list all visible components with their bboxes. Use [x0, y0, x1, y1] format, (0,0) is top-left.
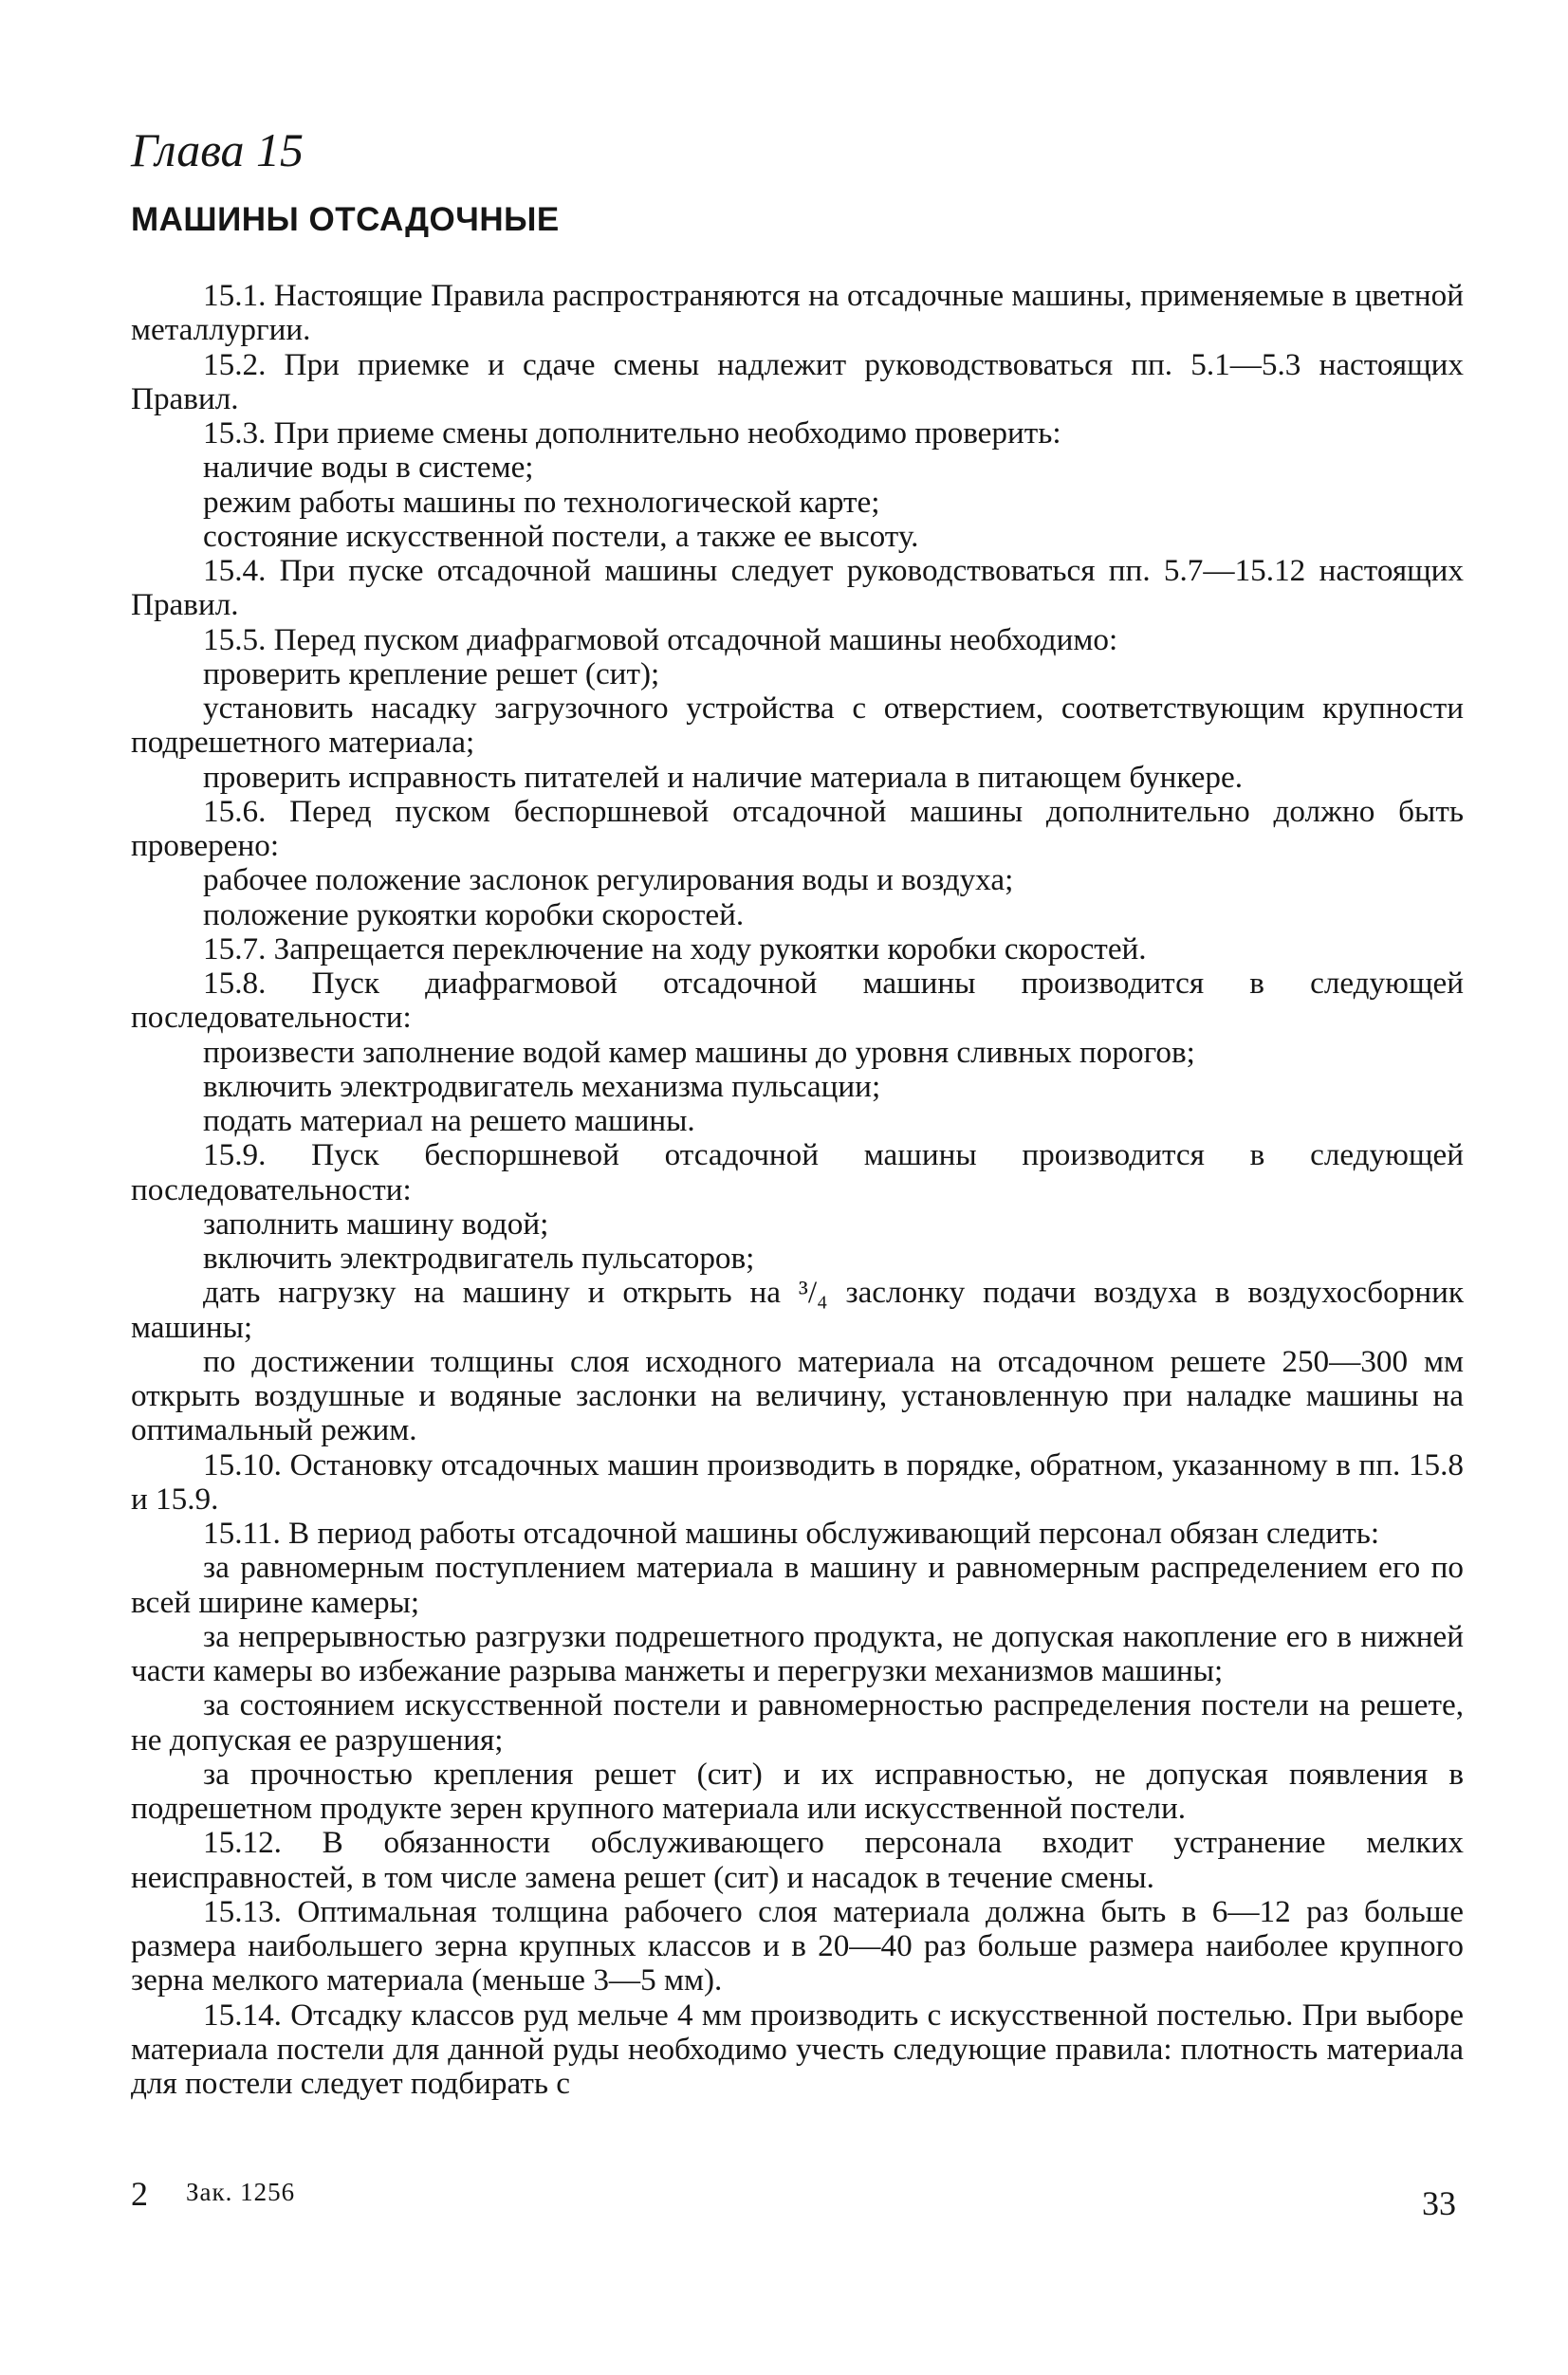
signature-number: 2 [131, 2175, 148, 2213]
paragraph: дать нагрузку на машину и открыть на ³/₄ заслонку подачи воздуха в воздухосборник машины; [131, 1275, 1464, 1345]
paragraph: 15.14. Отсадку классов руд мельче 4 мм производить с искусственной постелью. При выборе материала постели для данной руды необходимо учесть следующие правила: плотность материала для постели следует подбирать с [131, 1997, 1464, 2101]
paragraph: 15.12. В обязанности обслуживающего персонала входит устранение мелких неисправностей, в том числе замена решет (сит) и насадок в течение смены. [131, 1825, 1464, 1895]
paragraph: положение рукоятки коробки скоростей. [203, 896, 745, 932]
paragraph: рабочее положение заслонок регулирования воды и воздуха; [203, 862, 1014, 898]
page-number: 33 [1422, 2184, 1456, 2222]
paragraph: за состоянием искусственной постели и равномерностью распределения постели на решете, не допуская ее разрушения; [131, 1687, 1464, 1758]
document-page [131, 121, 1464, 2101]
paragraph: режим работы машины по технологической карте; [203, 484, 880, 520]
paragraph: за равномерным поступлением материала в машину и равномерным распределением его по всей ширине камеры; [131, 1550, 1464, 1620]
paragraph: состояние искусственной постели, а также ее высоту. [203, 518, 919, 554]
paragraph: 15.1. Настоящие Правила распространяются на отсадочные машины, применяемые в цветной металлургии. [131, 278, 1464, 348]
paragraph: 15.13. Оптимальная толщина рабочего слоя материала должна быть в 6—12 раз больше размера наибольшего зерна крупных классов и в 20—40 раз больше размера наиболее крупного зерна мелкого материала (меньше 3—5 мм). [131, 1893, 1464, 1998]
paragraph: 15.4. При пуске отсадочной машины следует руководствоваться пп. 5.7—15.12 настоящих Правил. [131, 553, 1464, 623]
paragraph: 15.10. Остановку отсадочных машин производить в порядке, обратном, указанному в пп. 15.8 и 15.9. [131, 1446, 1464, 1517]
paragraph: 15.2. При приемке и сдаче смены надлежит руководствоваться пп. 5.1—5.3 настоящих Правил. [131, 346, 1464, 416]
chapter-heading: Глава 15 [131, 123, 304, 176]
paragraph: включить электродвигатель механизма пульсации; [203, 1068, 881, 1104]
body-text [131, 279, 1464, 2101]
paragraph: 15.11. В период работы отсадочной машины обслуживающий персонал обязан следить: [203, 1516, 1380, 1551]
paragraph: 15.5. Перед пуском диафрагмовой отсадочной машины необходимо: [203, 621, 1118, 657]
paragraph: проверить крепление решет (сит); [203, 655, 660, 691]
paragraph: включить электродвигатель пульсаторов; [203, 1241, 755, 1276]
paragraph: 15.7. Запрещается переключение на ходу рукоятки коробки скоростей. [203, 930, 1147, 967]
paragraph: 15.8. Пуск диафрагмовой отсадочной машины производится в следующей последовательности: [131, 966, 1464, 1036]
paragraph: проверить исправность питателей и наличие материала в питающем бункере. [203, 759, 1244, 795]
paragraph: установить насадку загрузочного устройства с отверстием, соответствующим крупности подрешетного материала; [131, 690, 1464, 761]
paragraph: за непрерывностью разгрузки подрешетного продукта, не допуская накопление его в нижней части камеры во избежание разрыва манжеты и перегрузки механизмов машины; [131, 1618, 1464, 1688]
paragraph: за прочностью крепления решет (сит) и их исправностью, не допуская появления в подрешетном продукте зерен крупного материала или искусственной постели. [131, 1756, 1464, 1826]
paragraph: 15.3. При приеме смены дополнительно необходимо проверить: [203, 415, 1061, 451]
paragraph: 15.9. Пуск беспоршневой отсадочной машины производится в следующей последовательности: [131, 1137, 1464, 1207]
paragraph: 15.6. Перед пуском беспоршневой отсадочной машины дополнительно должно быть проверено: [131, 793, 1464, 863]
paragraph: по достижении толщины слоя исходного материала на отсадочном решете 250—300 мм открыть воздушные и водяные заслонки на величину, установленную при наладке машины на оптимальный режим. [131, 1343, 1464, 1448]
page-footer [131, 2174, 1456, 2231]
paragraph: подать материал на решето машины. [203, 1103, 695, 1138]
print-order: Зак. 1256 [186, 2178, 296, 2206]
paragraph: наличие воды в системе; [203, 450, 534, 486]
paragraph: произвести заполнение водой камер машины до уровня сливных порогов; [203, 1034, 1195, 1070]
paragraph: заполнить машину водой; [203, 1206, 549, 1242]
section-title: МАШИНЫ ОТСАДОЧНЫЕ [131, 201, 560, 238]
